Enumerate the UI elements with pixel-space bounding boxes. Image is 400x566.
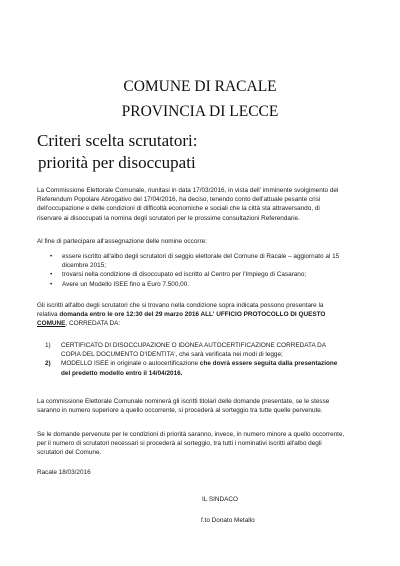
text-line: CERTIFICATO DI DISOCCUPAZIONE O IDONEA AUTOCERTIFICAZIONE CORREDATA DA — [61, 342, 327, 349]
place-date: Racale 18/03/2016 — [37, 469, 91, 476]
text-line: La commissione Elettorale Comunale nominerà gli iscritti titolari delle domande presentate, se le stesse — [37, 398, 330, 405]
bullet-icon: • — [50, 253, 53, 260]
text-line: essere iscritto all'albo degli scrutatori di seggio elettorale del Comune di Racale – aggiornato al 15 — [62, 253, 340, 260]
text-line: trovarsi nella condizione di disoccupato ed iscritto al Centro per l'Impiego di Casarano; — [62, 271, 307, 279]
item-number: 1) — [45, 342, 51, 349]
text-line: saranno in numero superiore a quello occorrente, si procederà al sorteggio tra tutte quelle pervenute. — [37, 407, 323, 415]
text-fragment: relativa — [37, 311, 60, 319]
text-line: Se le domande pervenute per le condizioni di priorità saranno, invece, in numero minore a quello occorrente, — [37, 431, 345, 438]
text-line: riservare ai disoccupati la nomina degli scrutatori per le prossime consultazioni Referendarie. — [37, 214, 300, 222]
province-title: PROVINCIA DI LECCE — [121, 103, 279, 120]
list-item — [37, 280, 372, 289]
text-line: Gli iscritti all'albo degli scrutatori che si trovano nella condizione sopra indicata possono presentare la — [37, 302, 324, 309]
text-line: Referendum Popolare Abrogativo del 17/04/2016, ha deciso, tenendo conto dell'attuale pesante crisi — [37, 196, 321, 204]
text-line: La Commissione Elettorale Comunale, riunitasi in data 17/03/2016, in vista dell' imminente svolgimento del — [37, 187, 339, 194]
list-item — [37, 252, 372, 270]
text-line: dell'occupazione e delle condizioni di difficoltà economiche e sociali che la città sta attraversando, di — [37, 205, 320, 213]
text-line: per il numero di scrutatori necessari si procederà al sorteggio, tra tutti i nominativi iscritti all'albo degli — [37, 440, 322, 448]
nomination-paragraph — [37, 397, 372, 415]
submission-paragraph — [37, 301, 372, 329]
requirements-list — [37, 252, 372, 289]
text-fragment-bold: che dovrà essere seguita dalla presentazione — [199, 360, 338, 368]
requirements-intro: Al fine di partecipare all'assegnazione delle nomine occorre: — [37, 238, 207, 245]
text-line: scrutatori del Comune. — [37, 449, 102, 457]
list-item — [37, 270, 372, 279]
text-line: dicembre 2015; — [62, 262, 107, 270]
signature-name: f.to Donato Metallo — [201, 517, 255, 524]
text-line: COPIA DEL DOCUMENTO D'IDENTITA', che sarà verificata nei modi di legge; — [61, 351, 283, 359]
text-line — [37, 319, 372, 328]
text-line: Avere un Modello ISEE fino a Euro 7.500,00. — [62, 280, 190, 288]
documents-list — [37, 341, 372, 378]
office-text: COMUNE — [37, 320, 66, 328]
item-number: 2) — [45, 360, 51, 368]
heading-line-2: priorità per disoccupati — [38, 153, 196, 172]
bullet-icon: • — [50, 271, 53, 279]
text-line — [37, 310, 372, 319]
list-item — [37, 341, 372, 359]
list-item — [37, 359, 372, 377]
signature-title: IL SINDACO — [202, 496, 238, 503]
draw-paragraph — [37, 430, 372, 458]
intro-paragraph — [37, 186, 372, 223]
heading-line-1: Criteri scelta scrutatori: — [37, 131, 198, 150]
text-line — [61, 359, 372, 368]
text-fragment: , CORREDATA DA: — [65, 320, 121, 328]
text-fragment: MODELLO ISEE in originale o autocertificazione — [61, 360, 200, 368]
deadline-text: domanda entro le ore 12:30 del 29 marzo 2016 ALL' UFFICIO PROTOCOLLO DI QUESTO — [59, 311, 326, 319]
text-line: del predetto modello entro il 14/04/2016. — [61, 369, 183, 377]
bullet-icon: • — [50, 280, 53, 288]
municipality-title: COMUNE DI RACALE — [123, 78, 277, 95]
